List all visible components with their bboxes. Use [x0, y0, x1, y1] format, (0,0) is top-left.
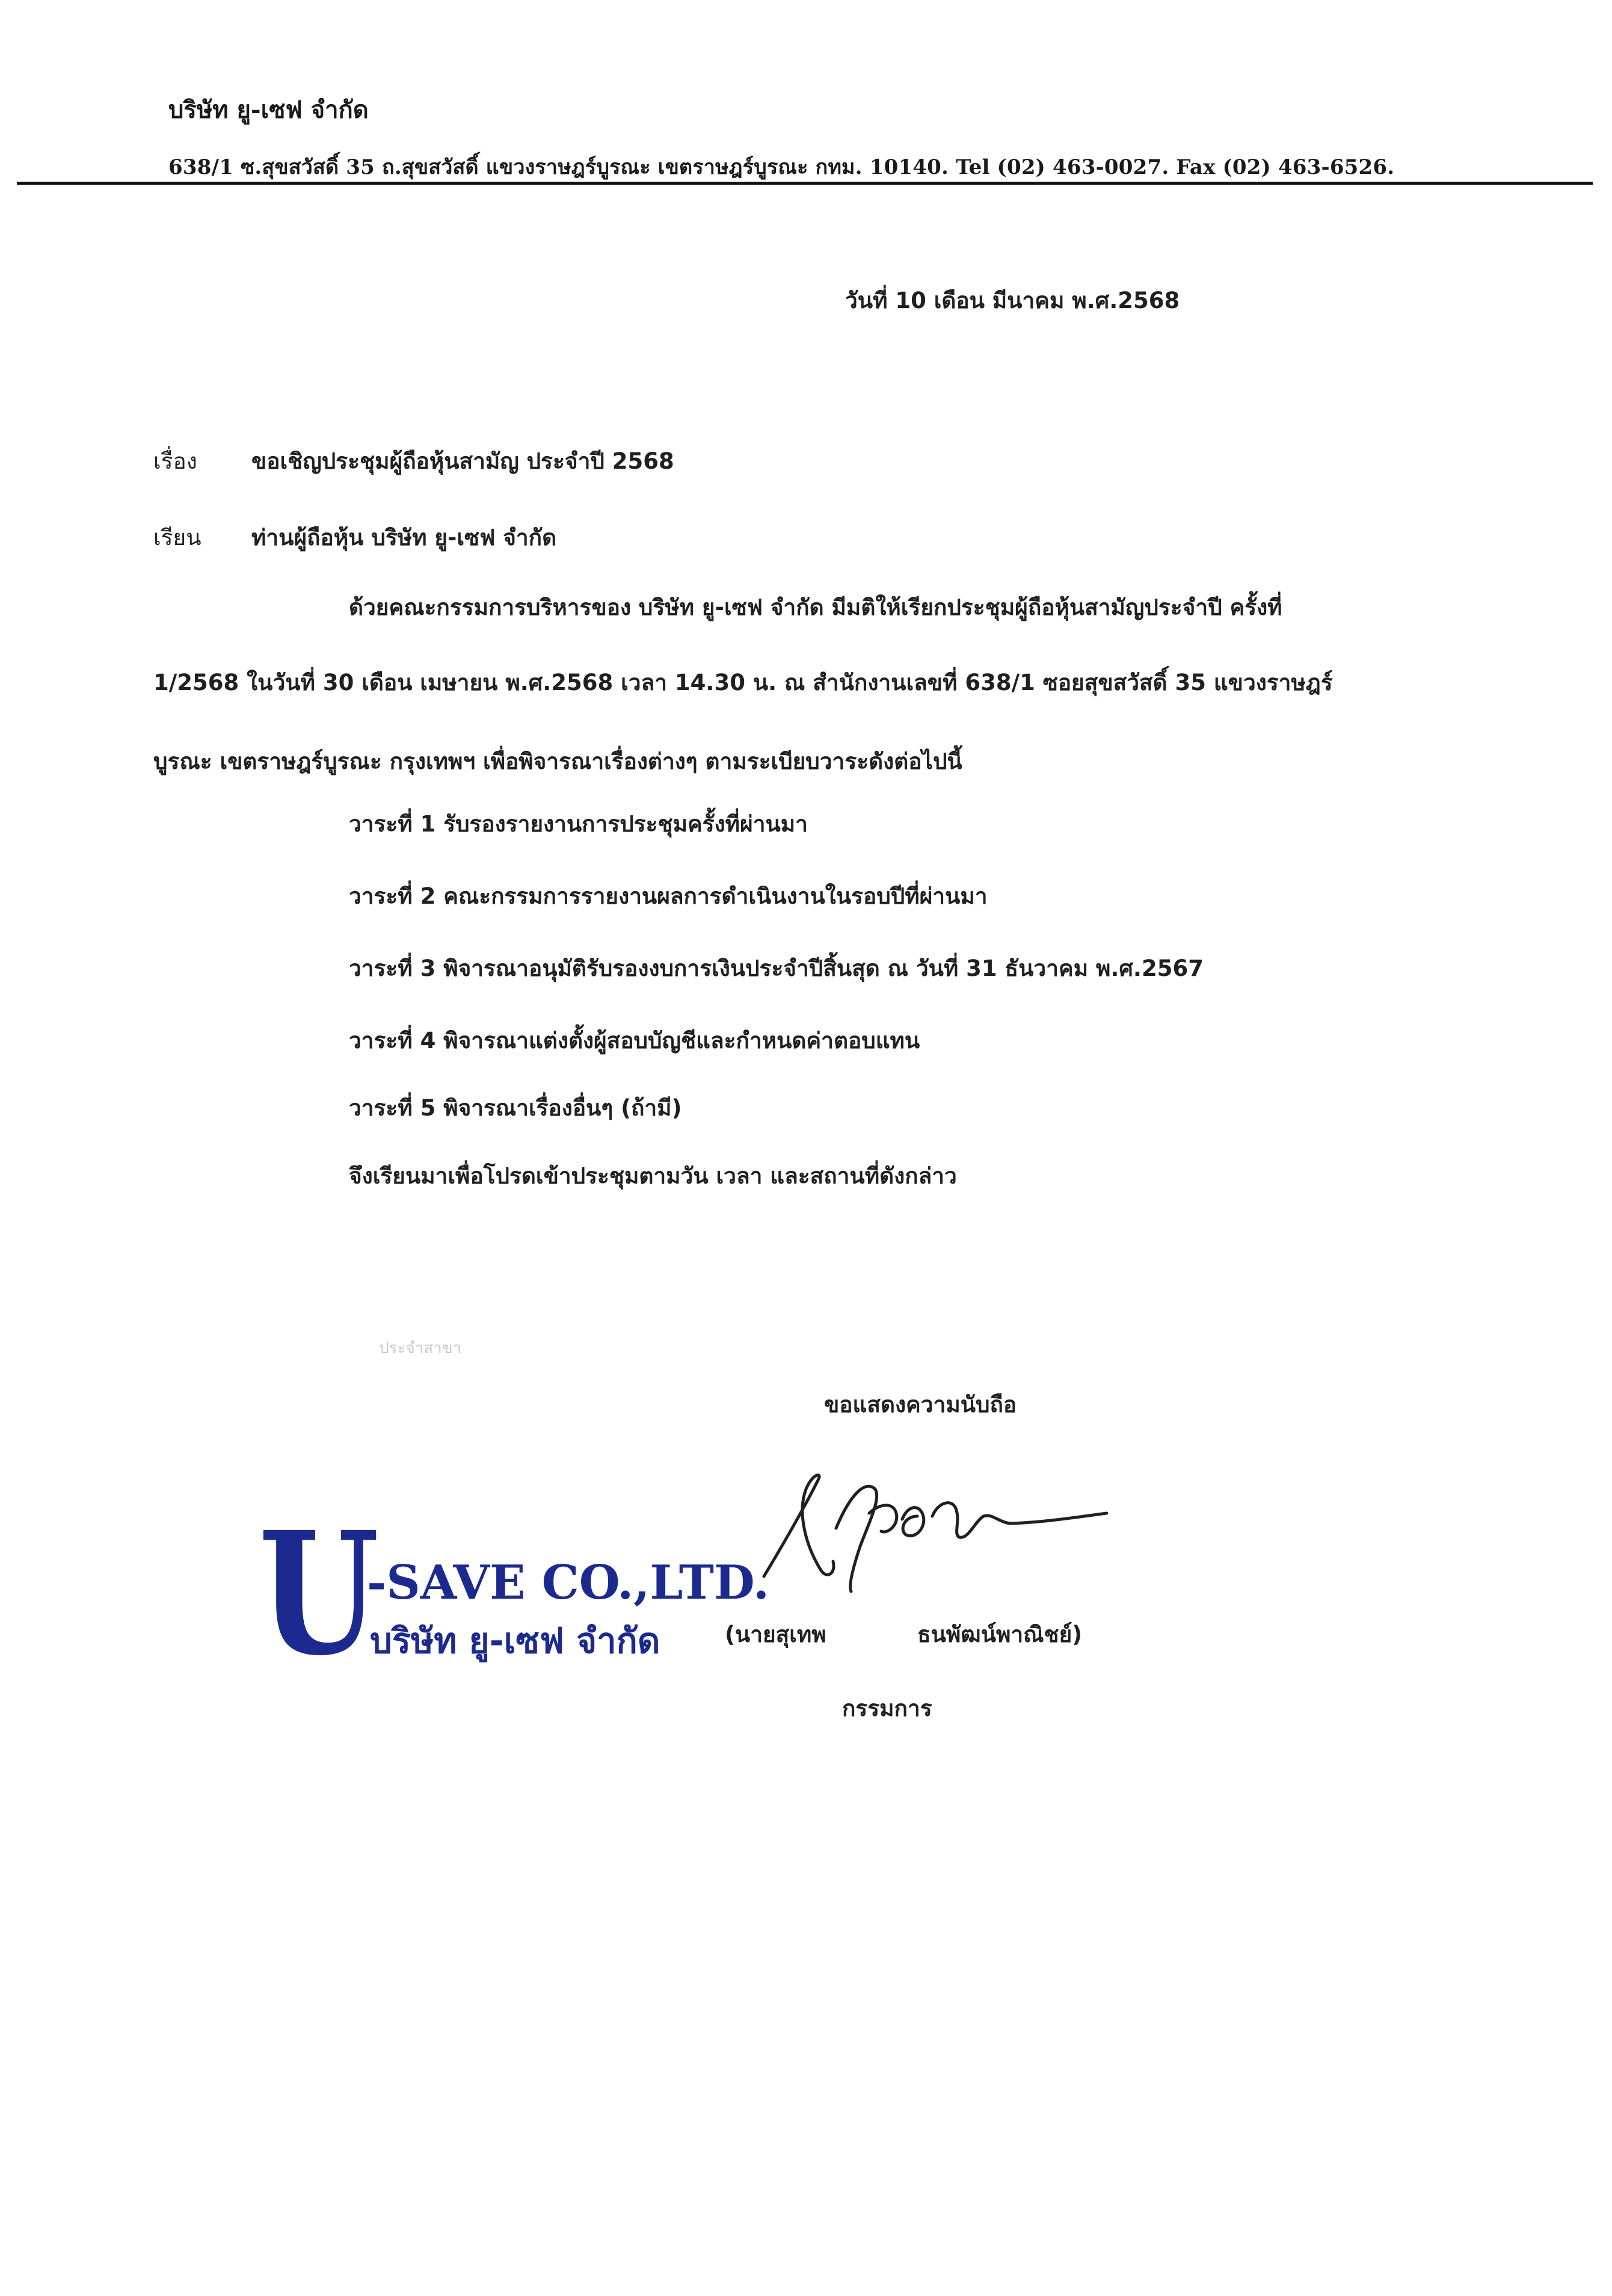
subject-text: ขอเชิญประชุมผู้ถือหุ้นสามัญ ประจำปี 2568 — [251, 448, 674, 474]
faint-show-through-text: ประจำสาขา — [379, 1339, 462, 1357]
agenda-item: วาระที่ 1 รับรองรายงานการประชุมครั้งที่ผ่านมา — [349, 811, 808, 837]
subject-label: เรื่อง — [153, 448, 197, 474]
letter-date: วันที่ 10 เดือน มีนาคม พ.ศ.2568 — [845, 288, 1180, 313]
body-paragraph-line-2: 1/2568 ในวันที่ 30 เดือน เมษายน พ.ศ.2568 เวลา 14.30 น. ณ สำนักงานเลขที่ 638/1 ซอยสุขสวัสดิ์ 35 แขวงราษฎร์ — [153, 670, 1333, 696]
signer-position: กรรมการ — [842, 1696, 932, 1721]
agenda-item: วาระที่ 3 พิจารณาอนุมัติรับรองงบการเงินประจำปีสิ้นสุด ณ วันที่ 31 ธันวาคม พ.ศ.2567 — [349, 955, 1204, 981]
recipient-label: เรียน — [153, 525, 202, 551]
company-stamp-english: -SAVE CO.,LTD. — [367, 1555, 769, 1610]
signer-name-open: (นายสุเทพ — [725, 1622, 826, 1647]
letterhead-company-name: บริษัท ยู-เซฟ จำกัด — [168, 96, 369, 124]
body-paragraph-line-3: บูรณะ เขตราษฎร์บูรณะ กรุงเทพฯ เพื่อพิจารณาเรื่องต่างๆ ตามระเบียบวาระดังต่อไปนี้ — [153, 748, 962, 774]
handwritten-signature — [746, 1456, 1119, 1600]
recipient-text: ท่านผู้ถือหุ้น บริษัท ยู-เซฟ จำกัด — [251, 525, 557, 551]
agenda-item: วาระที่ 2 คณะกรรมการรายงานผลการดำเนินงานในรอบปีที่ผ่านมา — [349, 883, 988, 909]
company-stamp-thai: บริษัท ยู-เซฟ จำกัด — [370, 1620, 660, 1661]
signer-name-close: ธนพัฒน์พาณิชย์) — [917, 1622, 1083, 1647]
letterhead-divider — [17, 182, 1593, 185]
regards-text: ขอแสดงความนับถือ — [824, 1392, 1017, 1418]
company-stamp-letter: U — [259, 1495, 380, 1693]
letterhead-address: 638/1 ซ.สุขสวัสดิ์ 35 ถ.สุขสวัสดิ์ แขวงราษฎร์บูรณะ เขตราษฎร์บูรณะ กทม. 10140. Tel (02) 463-0027. Fax (02) 463-6526. — [168, 155, 1395, 179]
agenda-item: วาระที่ 4 พิจารณาแต่งตั้งผู้สอบบัญชีและกำหนดค่าตอบแทน — [349, 1028, 920, 1054]
body-paragraph-line-1: ด้วยคณะกรรมการบริหารของ บริษัท ยู-เซฟ จำกัด มีมติให้เรียกประชุมผู้ถือหุ้นสามัญประจำปี ครั้งที่ — [349, 594, 1282, 620]
closing-sentence: จึงเรียนมาเพื่อโปรดเข้าประชุมตามวัน เวลา และสถานที่ดังกล่าว — [349, 1163, 957, 1189]
agenda-item: วาระที่ 5 พิจารณาเรื่องอื่นๆ (ถ้ามี) — [349, 1095, 682, 1121]
